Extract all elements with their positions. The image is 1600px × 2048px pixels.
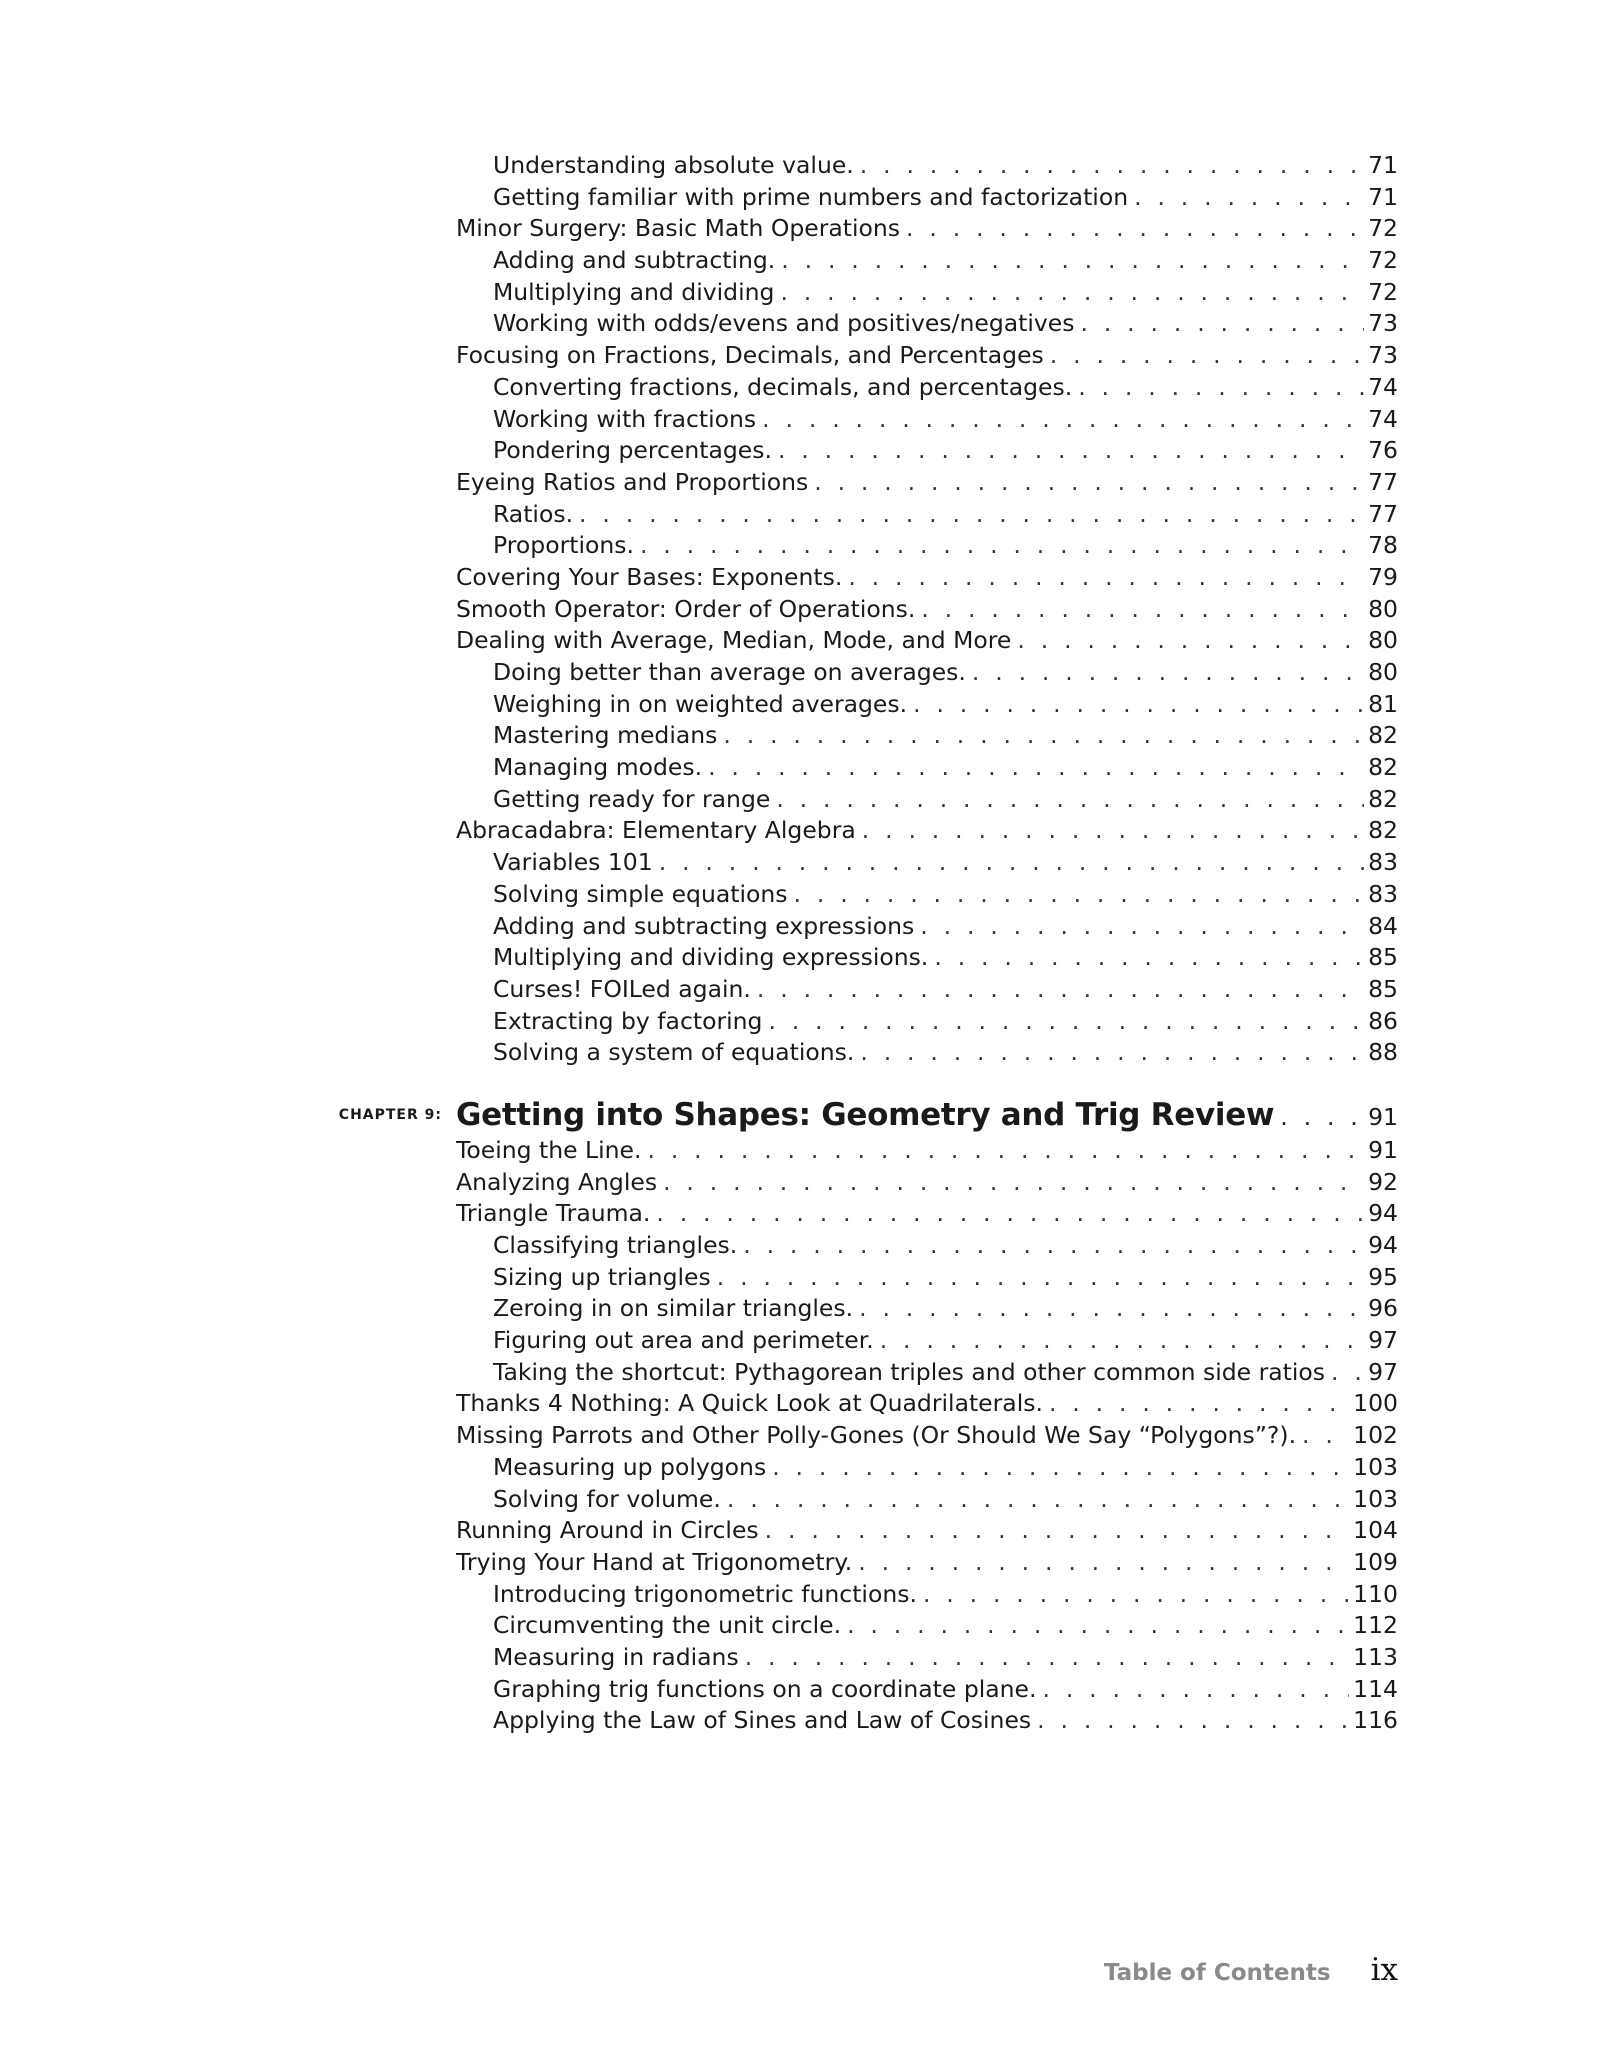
toc-entry[interactable]: [456, 150, 1398, 182]
toc-entry-page-number: 78: [1368, 531, 1398, 560]
toc-entry[interactable]: [456, 752, 1398, 784]
toc-entry[interactable]: [456, 404, 1398, 436]
dot-leader: [860, 150, 1364, 182]
toc-entry-title: Converting fractions, decimals, and percentages.: [493, 372, 1073, 401]
toc-entry[interactable]: [456, 1420, 1398, 1452]
toc-entry[interactable]: [456, 1262, 1398, 1294]
toc-entry[interactable]: [456, 1293, 1398, 1325]
dot-leader: [772, 1452, 1349, 1484]
dot-leader: [659, 847, 1364, 879]
toc-entry-title: Dealing with Average, Median, Mode, and More: [456, 626, 1012, 655]
toc-entry[interactable]: [456, 1705, 1398, 1737]
toc-entry-title: Triangle Trauma.: [456, 1199, 651, 1228]
toc-entry-title: Thanks 4 Nothing: A Quick Look at Quadrilaterals.: [456, 1389, 1043, 1418]
dot-leader: [781, 245, 1364, 277]
toc-entry-page-number: 77: [1368, 467, 1398, 496]
toc-entry-page-number: 74: [1368, 404, 1398, 433]
toc-entry-page-number: 73: [1368, 341, 1398, 370]
toc-entry-page-number: 95: [1368, 1262, 1398, 1291]
toc-entry-page-number: 83: [1368, 879, 1398, 908]
toc-entry[interactable]: [456, 720, 1398, 752]
toc-entry-page-number: 102: [1353, 1421, 1398, 1450]
dot-leader: [656, 1198, 1364, 1230]
dot-leader: [1017, 625, 1364, 657]
footer-page-number: ix: [1370, 1952, 1398, 1988]
toc-entry-title: Adding and subtracting expressions: [493, 911, 915, 940]
toc-entry-page-number: 113: [1353, 1642, 1398, 1671]
dot-leader: [743, 1230, 1364, 1262]
toc-entry-title: Variables 101: [493, 848, 653, 877]
toc-entry-title: Running Around in Circles: [456, 1516, 759, 1545]
toc-entry-page-number: 96: [1368, 1294, 1398, 1323]
toc-entry[interactable]: [456, 467, 1398, 499]
toc-entry[interactable]: [456, 308, 1398, 340]
dot-leader: [847, 1610, 1349, 1642]
toc-entry[interactable]: [456, 1610, 1398, 1642]
toc-entry-page-number: 110: [1353, 1579, 1398, 1608]
toc-entry-page-number: 72: [1368, 214, 1398, 243]
toc-entry-title: Understanding absolute value.: [493, 151, 854, 179]
toc-entry-page-number: 109: [1353, 1547, 1398, 1576]
toc-entry-page-number: 116: [1353, 1706, 1398, 1735]
dot-leader: [1078, 372, 1364, 404]
toc-entry-page-number: 92: [1368, 1167, 1398, 1196]
page-footer: [1104, 1952, 1398, 1988]
toc-entry[interactable]: [456, 1388, 1398, 1420]
toc-entry-title: Classifying triangles.: [493, 1231, 738, 1259]
dot-leader: [1280, 1097, 1364, 1137]
toc-entry-page-number: 82: [1368, 816, 1398, 845]
toc-entry-title: Focusing on Fractions, Decimals, and Percentages: [456, 341, 1044, 370]
toc-entry-page-number: 72: [1368, 246, 1398, 275]
toc-entry-title: Getting familiar with prime numbers and factorization: [493, 182, 1129, 211]
toc-entry-title: Adding and subtracting.: [493, 246, 776, 275]
toc-entry-page-number: 85: [1368, 974, 1398, 1003]
toc-entry-page-number: 82: [1368, 784, 1398, 813]
toc-entry-title: Applying the Law of Sines and Law of Cosines: [493, 1706, 1032, 1735]
toc-entry[interactable]: [456, 942, 1398, 974]
toc-entry-title: Extracting by factoring: [493, 1006, 763, 1035]
toc-entry[interactable]: [456, 1135, 1398, 1167]
toc-entry-title: Pondering percentages.: [493, 436, 772, 465]
footer-label: Table of Contents: [1103, 1960, 1331, 1986]
toc-entry[interactable]: [456, 499, 1398, 531]
toc-entry[interactable]: [456, 1642, 1398, 1674]
dot-leader: [1037, 1705, 1349, 1737]
toc-entry-page-number: 94: [1368, 1199, 1398, 1228]
toc-entry[interactable]: [456, 530, 1398, 562]
dot-leader: [648, 1135, 1365, 1167]
dot-leader: [848, 562, 1364, 594]
dot-leader: [1050, 340, 1364, 372]
toc-entry-page-number: 84: [1368, 911, 1398, 940]
toc-entry-title: Figuring out area and perimeter.: [493, 1326, 874, 1355]
toc-entry-page-number: 88: [1368, 1038, 1398, 1067]
toc-entry-title: Solving a system of equations.: [493, 1038, 855, 1067]
toc-section-before: [456, 150, 1398, 1069]
toc-entry-title: Zeroing in on similar triangles.: [493, 1294, 854, 1323]
toc-entry-title: Working with odds/evens and positives/negatives: [493, 309, 1075, 338]
dot-leader: [860, 1037, 1364, 1069]
toc-entry-page-number: 85: [1368, 943, 1398, 972]
toc-entry-title: Managing modes.: [493, 753, 703, 782]
toc-entry-page-number: 71: [1368, 182, 1398, 211]
dot-leader: [1042, 1674, 1349, 1706]
toc-entry[interactable]: [456, 689, 1398, 721]
dot-leader: [708, 752, 1364, 784]
dot-leader: [762, 404, 1364, 436]
toc-entry-page-number: 74: [1368, 372, 1398, 401]
toc-entry[interactable]: [456, 1167, 1398, 1199]
toc-entry[interactable]: [456, 182, 1398, 214]
toc-entry[interactable]: [456, 213, 1398, 245]
toc-entry-page-number: 83: [1368, 848, 1398, 877]
toc-entry-title: Graphing trig functions on a coordinate plane.: [493, 1674, 1037, 1703]
toc-entry[interactable]: [456, 879, 1398, 911]
toc-entry-title: Minor Surgery: Basic Math Operations: [456, 214, 901, 243]
toc-entry-title: Circumventing the unit circle.: [493, 1611, 842, 1640]
toc-entry-title: Introducing trigonometric functions.: [493, 1579, 917, 1608]
toc-entry[interactable]: [456, 1325, 1398, 1357]
toc-entry-page-number: 103: [1353, 1484, 1398, 1513]
dot-leader: [934, 942, 1364, 974]
toc-entry-page-number: 91: [1368, 1135, 1398, 1164]
toc-entry-title: Missing Parrots and Other Polly-Gones (Or Should We Say “Polygons”?).: [456, 1421, 1297, 1450]
toc-entry-title: Multiplying and dividing expressions.: [493, 943, 929, 972]
toc-entry[interactable]: [456, 1230, 1398, 1262]
toc-entry-page-number: 100: [1353, 1389, 1398, 1418]
toc-entry-title: Mastering medians: [493, 721, 718, 750]
toc-entry[interactable]: [456, 657, 1398, 689]
toc-entry-page-number: 80: [1368, 658, 1398, 686]
toc-entry-title: Smooth Operator: Order of Operations.: [456, 594, 916, 623]
toc-entry-title: Trying Your Hand at Trigonometry.: [456, 1547, 853, 1576]
dot-leader: [858, 1547, 1349, 1579]
dot-leader: [640, 530, 1364, 562]
toc-entry-page-number: 82: [1368, 721, 1398, 750]
dot-leader: [1302, 1420, 1349, 1452]
toc-entry-page-number: 80: [1368, 626, 1398, 655]
toc-entry-page-number: 112: [1353, 1611, 1398, 1640]
toc-entry-title: Taking the shortcut: Pythagorean triples and other common side ratios: [493, 1357, 1326, 1386]
toc-entry-page-number: 97: [1368, 1357, 1398, 1386]
dot-leader: [723, 720, 1364, 752]
dot-leader: [906, 213, 1364, 245]
toc-entry-page-number: 76: [1368, 436, 1398, 465]
dot-leader: [814, 467, 1364, 499]
dot-leader: [717, 1262, 1364, 1294]
toc-entry-page-number: 71: [1368, 151, 1398, 179]
dot-leader: [776, 784, 1364, 816]
toc-entry-title: Ratios.: [493, 499, 574, 528]
toc-entry[interactable]: [456, 815, 1398, 847]
toc-entry[interactable]: [456, 245, 1398, 277]
toc-entry-title: Covering Your Bases: Exponents.: [456, 562, 843, 591]
toc-entry[interactable]: [456, 974, 1398, 1006]
dot-leader: [579, 499, 1364, 531]
toc-entry-page-number: 114: [1353, 1674, 1398, 1703]
toc-entry[interactable]: [456, 1674, 1398, 1706]
dot-leader: [920, 911, 1364, 943]
dot-leader: [778, 435, 1364, 467]
toc-entry[interactable]: [456, 340, 1398, 372]
toc-entry[interactable]: [456, 625, 1398, 657]
toc-entry-page-number: 97: [1368, 1326, 1398, 1355]
toc-entry-title: Multiplying and dividing: [493, 277, 775, 306]
toc-entry-title: Abracadabra: Elementary Algebra: [456, 816, 856, 845]
toc-entry[interactable]: [456, 1452, 1398, 1484]
toc-entry-page-number: 72: [1368, 277, 1398, 306]
toc-entry-title: Toeing the Line.: [456, 1135, 642, 1164]
toc-entry[interactable]: [456, 1037, 1398, 1069]
dot-leader: [794, 879, 1365, 911]
dot-leader: [768, 1006, 1364, 1038]
dot-leader: [1331, 1357, 1364, 1389]
dot-leader: [757, 974, 1364, 1006]
toc-entry-page-number: 94: [1368, 1231, 1398, 1259]
dot-leader: [913, 689, 1364, 721]
toc-entry[interactable]: [456, 435, 1398, 467]
toc-entry[interactable]: [456, 847, 1398, 879]
chapter-page-number: 91: [1368, 1102, 1398, 1131]
toc-entry-page-number: 86: [1368, 1006, 1398, 1035]
toc-entry-title: Measuring up polygons: [493, 1452, 767, 1481]
toc-entry[interactable]: [456, 911, 1398, 943]
dot-leader: [859, 1293, 1364, 1325]
toc-entry[interactable]: [456, 372, 1398, 404]
toc-entry[interactable]: [456, 1484, 1398, 1516]
toc-entry[interactable]: [456, 1547, 1398, 1579]
toc-entry-page-number: 77: [1368, 499, 1398, 528]
dot-leader: [727, 1484, 1349, 1516]
toc-entry[interactable]: [456, 1006, 1398, 1038]
toc-entry-title: Getting ready for range: [493, 784, 771, 813]
toc-entry-page-number: 80: [1368, 594, 1398, 623]
toc-entry-title: Curses! FOILed again.: [493, 974, 751, 1003]
toc-section-after: [456, 1135, 1398, 1737]
toc-entry-title: Eyeing Ratios and Proportions: [456, 467, 809, 496]
toc-entry-title: Measuring in radians: [493, 1642, 739, 1671]
chapter-title: Getting into Shapes: Geometry and Trig Review: [456, 1096, 1275, 1133]
chapter-heading[interactable]: [338, 1095, 1398, 1135]
toc-entry[interactable]: [456, 594, 1398, 626]
dot-leader: [1134, 182, 1364, 214]
toc-entry[interactable]: [456, 1357, 1398, 1389]
dot-leader: [745, 1642, 1349, 1674]
dot-leader: [780, 277, 1364, 309]
toc-entry-page-number: 73: [1368, 309, 1398, 338]
toc-entry-title: Solving simple equations: [493, 879, 788, 908]
dot-leader: [921, 594, 1364, 626]
dot-leader: [923, 1579, 1349, 1611]
dot-leader: [862, 815, 1364, 847]
toc-entry[interactable]: [456, 1579, 1398, 1611]
toc-entry[interactable]: [456, 562, 1398, 594]
toc-entry[interactable]: [456, 1515, 1398, 1547]
toc-entry-page-number: 82: [1368, 753, 1398, 782]
toc-entry-title: Analyzing Angles: [456, 1167, 658, 1196]
toc-entry-title: Doing better than average on averages.: [493, 658, 966, 686]
toc-entry-page-number: 79: [1368, 562, 1398, 591]
toc-entry-page-number: 103: [1353, 1452, 1398, 1481]
chapter-label: CHAPTER 9:: [338, 1106, 442, 1123]
dot-leader: [972, 657, 1364, 689]
toc-entry-title: Solving for volume.: [493, 1484, 721, 1513]
dot-leader: [765, 1515, 1349, 1547]
toc-entry-title: Weighing in on weighted averages.: [493, 689, 908, 718]
toc-entry[interactable]: [456, 277, 1398, 309]
toc-entry-title: Proportions.: [493, 531, 634, 560]
dot-leader: [1049, 1388, 1349, 1420]
toc-entry-title: Working with fractions: [493, 404, 757, 433]
dot-leader: [1081, 308, 1365, 340]
toc-entry-title: Sizing up triangles: [493, 1262, 711, 1291]
dot-leader: [663, 1167, 1364, 1199]
dot-leader: [880, 1325, 1364, 1357]
table-of-contents: [338, 150, 1398, 1737]
toc-entry[interactable]: [456, 1198, 1398, 1230]
toc-entry[interactable]: [456, 784, 1398, 816]
toc-entry-page-number: 104: [1353, 1516, 1398, 1545]
toc-entry-page-number: 81: [1368, 689, 1398, 718]
